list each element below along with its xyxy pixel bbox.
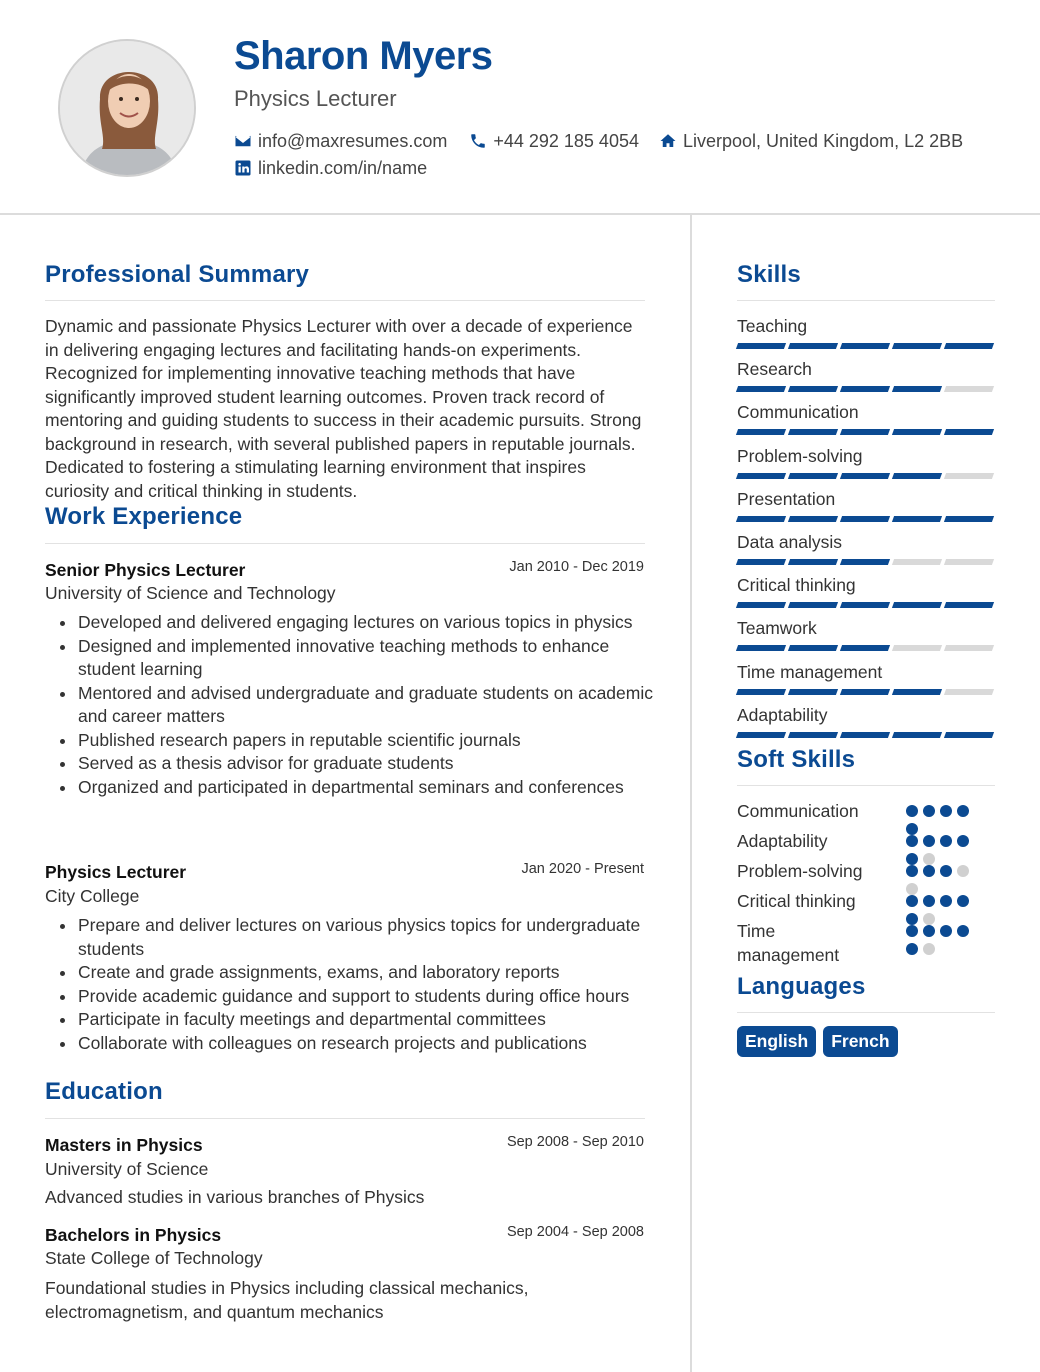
rating-dot: [906, 823, 918, 835]
rating-dot: [923, 865, 935, 877]
job-bullet: Designed and implemented innovative teaching methods to enhance student learning: [45, 635, 655, 682]
skill-level-segment: [892, 473, 942, 479]
rating-dot: [957, 925, 969, 937]
soft-skill-label: Communication: [737, 801, 859, 821]
rating-dot: [957, 835, 969, 847]
skill-level-bar: [737, 732, 993, 738]
skill-label: Research: [737, 359, 812, 380]
soft-skill-rating: [906, 925, 978, 961]
skill-level-segment: [944, 645, 994, 651]
skill-level-segment: [840, 386, 890, 392]
skill-level-bar: [737, 645, 993, 651]
skill-level-segment: [892, 343, 942, 349]
skill-level-segment: [944, 689, 994, 695]
language-badge: English: [737, 1026, 816, 1057]
skill-level-segment: [788, 732, 838, 738]
skill-level-segment: [788, 343, 838, 349]
job-title: Senior Physics Lecturer: [45, 560, 246, 580]
skill-level-bar: [737, 473, 993, 479]
column-divider: [690, 215, 692, 1372]
degree-title: Masters in Physics: [45, 1135, 203, 1155]
job-bullets: [45, 914, 655, 1055]
skill-level-segment: [736, 343, 786, 349]
candidate-name: Sharon Myers: [234, 34, 493, 78]
job-title: Physics Lecturer: [45, 862, 187, 882]
skill-level-segment: [892, 602, 942, 608]
rating-dot: [923, 943, 935, 955]
skill-label: Teaching: [737, 316, 808, 336]
email-contact[interactable]: [234, 131, 447, 152]
skills-heading: Skills: [737, 261, 801, 288]
soft-skill-label: Adaptability: [737, 831, 828, 851]
skill-level-segment: [840, 343, 890, 349]
soft-skills-heading: Soft Skills: [737, 746, 856, 773]
skill-level-segment: [892, 645, 942, 651]
rating-dot: [923, 895, 935, 907]
skill-level-segment: [736, 473, 786, 479]
soft-skills-rule: [737, 785, 995, 786]
skill-level-segment: [840, 645, 890, 651]
rating-dot: [957, 865, 969, 877]
job-bullet: Published research papers in reputable scientific journals: [45, 729, 655, 753]
envelope-icon: [234, 132, 252, 150]
phone-contact[interactable]: [469, 131, 639, 152]
rating-dot: [906, 853, 918, 865]
skill-label: Time management: [737, 661, 883, 682]
skill-label: Communication: [737, 402, 859, 423]
skill-level-segment: [788, 473, 838, 479]
rating-dot: [957, 895, 969, 907]
rating-dot: [923, 853, 935, 865]
skill-level-segment: [892, 429, 942, 435]
rating-dot: [906, 925, 918, 937]
skill-level-segment: [840, 516, 890, 522]
skill-level-segment: [736, 386, 786, 392]
languages-list: [737, 1026, 898, 1057]
rating-dot: [923, 913, 935, 925]
location-text: Liverpool, United Kingdom, L2 2BB: [682, 130, 964, 151]
skill-level-bar: [737, 386, 993, 392]
rating-dot: [906, 835, 918, 847]
skill-level-segment: [944, 343, 994, 349]
job-bullet: Prepare and deliver lectures on various physics topics for undergraduate students: [45, 914, 655, 961]
skill-level-segment: [736, 732, 786, 738]
skill-level-segment: [944, 429, 994, 435]
rating-dot: [906, 913, 918, 925]
linkedin-text: linkedin.com/in/name: [258, 157, 428, 178]
skill-level-segment: [788, 559, 838, 565]
education-rule: [45, 1118, 645, 1119]
skill-level-segment: [840, 689, 890, 695]
soft-skill-label: Problem-solving: [737, 861, 863, 881]
skill-level-segment: [736, 645, 786, 651]
skill-level-segment: [736, 689, 786, 695]
degree-description: Advanced studies in various branches of Physics: [45, 1187, 425, 1207]
rating-dot: [940, 835, 952, 847]
rating-dot: [957, 805, 969, 817]
skill-level-segment: [736, 429, 786, 435]
job-bullet: Participate in faculty meetings and departmental committees: [45, 1008, 655, 1032]
languages-heading: Languages: [737, 973, 866, 1000]
skill-level-segment: [944, 473, 994, 479]
degree-description: Foundational studies in Physics including classical mechanics, electromagnetism, and quantum mechanics: [45, 1278, 529, 1322]
skill-level-segment: [892, 732, 942, 738]
job-bullet: Create and grade assignments, exams, and laboratory reports: [45, 961, 655, 985]
candidate-title: Physics Lecturer: [234, 86, 397, 111]
skill-level-segment: [840, 559, 890, 565]
language-badge: French: [823, 1026, 897, 1057]
email-text: info@maxresumes.com: [258, 130, 448, 151]
rating-dot: [940, 895, 952, 907]
rating-dot: [940, 865, 952, 877]
linkedin-icon: [234, 159, 252, 177]
summary-heading: Professional Summary: [45, 261, 310, 288]
school-name: University of Science: [45, 1159, 209, 1179]
skill-level-segment: [892, 559, 942, 565]
languages-rule: [737, 1012, 995, 1013]
skill-level-segment: [840, 429, 890, 435]
skill-level-segment: [944, 559, 994, 565]
skill-level-segment: [944, 602, 994, 608]
rating-dot: [906, 943, 918, 955]
education-heading: Education: [45, 1078, 163, 1105]
skill-level-segment: [892, 689, 942, 695]
skill-level-segment: [736, 559, 786, 565]
degree-title: Bachelors in Physics: [45, 1225, 222, 1245]
job-bullet: Organized and participated in departmental seminars and conferences: [45, 776, 655, 800]
resume-header: [0, 0, 1040, 215]
skill-level-segment: [840, 602, 890, 608]
skill-label: Critical thinking: [737, 575, 856, 596]
rating-dot: [923, 835, 935, 847]
phone-text: +44 292 185 4054: [493, 130, 639, 151]
rating-dot: [923, 925, 935, 937]
skill-level-bar: [737, 689, 993, 695]
contact-row-2: [234, 156, 427, 180]
skill-label: Presentation: [737, 488, 836, 509]
soft-skill-label: Time management: [737, 921, 840, 965]
skill-level-segment: [892, 516, 942, 522]
skill-level-segment: [788, 516, 838, 522]
contact-row: [234, 129, 963, 153]
skills-rule: [737, 300, 995, 301]
linkedin-contact[interactable]: [234, 158, 427, 179]
summary-rule: [45, 300, 645, 301]
degree-date: Sep 2008 - Sep 2010: [506, 1134, 644, 1150]
job-org: City College: [45, 886, 140, 906]
skill-level-segment: [840, 473, 890, 479]
skill-level-bar: [737, 429, 993, 435]
rating-dot: [940, 805, 952, 817]
location-contact: [659, 131, 963, 152]
skill-level-bar: [737, 516, 993, 522]
rating-dot: [906, 805, 918, 817]
job-bullet: Provide academic guidance and support to students during office hours: [45, 985, 655, 1009]
skill-label: Problem-solving: [737, 445, 863, 466]
skill-level-bar: [737, 343, 993, 349]
skill-label: Data analysis: [737, 532, 843, 552]
soft-skill-label: Critical thinking: [737, 891, 856, 911]
job-bullet: Collaborate with colleagues on research projects and publications: [45, 1032, 655, 1056]
skill-level-segment: [788, 429, 838, 435]
skill-label: Teamwork: [737, 618, 817, 639]
degree-date: Sep 2004 - Sep 2008: [506, 1224, 644, 1240]
phone-icon: [469, 132, 487, 150]
skill-label: Adaptability: [737, 704, 828, 725]
job-date: Jan 2020 - Present: [521, 861, 644, 877]
job-bullet: Served as a thesis advisor for graduate students: [45, 752, 655, 776]
job-org: University of Science and Technology: [45, 583, 336, 603]
home-icon: [659, 132, 677, 150]
skill-level-segment: [736, 602, 786, 608]
rating-dot: [923, 805, 935, 817]
rating-dot: [906, 865, 918, 877]
skill-level-segment: [788, 645, 838, 651]
skill-level-segment: [788, 689, 838, 695]
skill-level-segment: [788, 602, 838, 608]
experience-heading: Work Experience: [45, 503, 243, 530]
skill-level-segment: [944, 732, 994, 738]
job-bullets: [45, 611, 655, 799]
skill-level-segment: [736, 516, 786, 522]
skill-level-segment: [944, 516, 994, 522]
job-date: Jan 2010 - Dec 2019: [509, 559, 644, 575]
school-name: State College of Technology: [45, 1248, 263, 1268]
rating-dot: [906, 895, 918, 907]
rating-dot: [906, 883, 918, 895]
experience-rule: [45, 543, 645, 544]
job-bullet: Developed and delivered engaging lectures on various topics in physics: [45, 611, 655, 635]
skill-level-segment: [840, 732, 890, 738]
job-bullet: Mentored and advised undergraduate and graduate students on academic and career matters: [45, 682, 655, 729]
skill-level-segment: [892, 386, 942, 392]
profile-photo: [58, 39, 196, 177]
summary-text: Dynamic and passionate Physics Lecturer with over a decade of experience in delivering engaging lectures and facilitating hands-on experiments. Recognized for implementing innovative teaching methods that have significantly improved student learning outcomes. Proven track record of mentoring and guiding students to success in their academic pursuits. Strong background in research, with several published papers in reputable journals. Dedicated to fostering a stimulating learning environment that inspires curiosity and critical thinking in students.: [45, 316, 642, 501]
rating-dot: [940, 925, 952, 937]
skill-level-bar: [737, 602, 993, 608]
skill-level-bar: [737, 559, 993, 565]
skill-level-segment: [788, 386, 838, 392]
skill-level-segment: [944, 386, 994, 392]
